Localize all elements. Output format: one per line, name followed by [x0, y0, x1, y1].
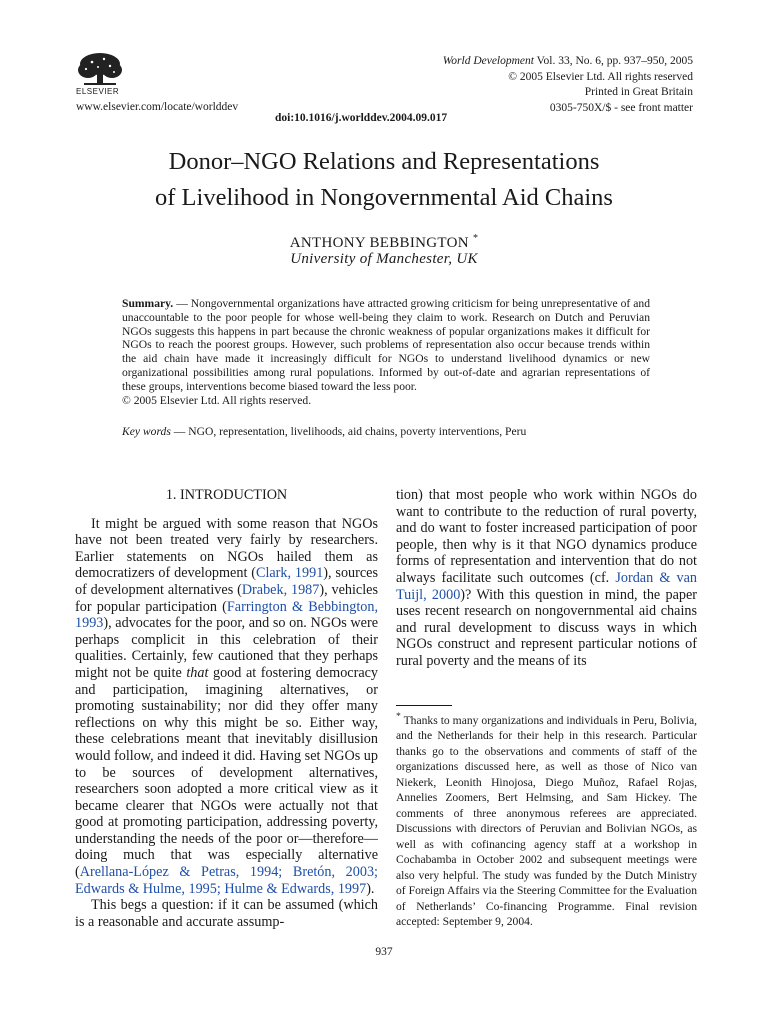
journal-volume: Vol. 33, No. 6, pp. 937–950, 2005 [536, 55, 693, 67]
issn-line: 0305-750X/$ - see front matter [549, 101, 693, 114]
journal-citation [443, 54, 693, 70]
printed-line: Printed in Great Britain [584, 86, 693, 98]
citation-farrington[interactable]: Farrington & Bebbington, 1993 [75, 598, 378, 632]
text-run: ). [366, 880, 375, 897]
title-line-1: Donor–NGO Relations and Representations [168, 148, 600, 175]
emphasis-that: that [186, 664, 209, 681]
text-run: tion) that most people who work within NGOs do want to contribute to the reduction of rural poverty, and do want to foster increased participation of poor people, then why is it that NGO dynamics produce forms of representation and intervention that do not always facilitate such outcomes (cf. [396, 487, 697, 586]
citation-group[interactable]: Arellana-López & Petras, 1994; Bretón, 2003; Edwards & Hulme, 1995; Hulme & Edwards, 1997 [75, 864, 378, 897]
copyright-line: © 2005 Elsevier Ltd. All rights reserved [508, 70, 693, 83]
journal-website-link[interactable]: www.elsevier.com/locate/worlddev [76, 101, 239, 113]
body-column-left [75, 487, 378, 930]
footnote-mark: * [396, 711, 401, 722]
citation-drabek[interactable]: Drabek, 1987 [241, 581, 320, 598]
author-name: ANTHONY BEBBINGTON [289, 235, 469, 251]
author-line [0, 233, 768, 252]
summary-copyright: © 2005 Elsevier Ltd. All rights reserved. [122, 393, 312, 407]
text-run: ), sources of development alternatives ( [75, 565, 378, 598]
text-run: ), vehicles for popular participation ( [75, 581, 378, 615]
publisher-logo-text: ELSEVIER [76, 87, 120, 96]
abstract [122, 297, 650, 407]
doi-link[interactable]: doi:10.1016/j.worlddev.2004.09.017 [275, 112, 448, 124]
journal-name: World Development [442, 55, 534, 67]
keywords-text: — NGO, representation, livelihoods, aid chains, poverty interventions, Peru [170, 425, 527, 438]
author-footnote-mark[interactable]: * [472, 233, 479, 244]
page-number: 937 [375, 946, 393, 958]
body-column-right [396, 487, 697, 670]
text-run: ), advocates for the poor, and so on. NGOs were perhaps complicit in this celebration of their qualities. Certainly, few cautioned that they perhaps might not be quite [75, 615, 378, 681]
text-run: )? With this question in mind, the paper uses recent research on nongovernmental aid chains and rural development to discuss ways in which NGOs construct and represent particular notions of rural poverty and the means of its [396, 586, 697, 669]
body-paragraph-1 [75, 516, 378, 898]
title-line-2: of Livelihood in Nongovernmental Aid Chains [155, 184, 613, 211]
journal-info-block [443, 54, 693, 116]
footnote-text: Thanks to many organizations and individuals in Peru, Bolivia, and the Netherlands for their help in this research. Particular thanks go to the observations and comments of staff of the organizations discussed here, as well as those of Nico van Niekerk, Leonith Hinojosa, Diego Muñoz, Rafael Rojas, Annelies Zoomers, Bert Helmsing, and Sam Hickey. The comments of three anonymous referees are appreciated. Discussions with directors of Peruvian and Bolivian NGOs, as well as with cofinancing agency staff at a workshop in Cochabamba in October 2002 and subsequent meetings were also very helpful. The study was funded by the Dutch Ministry of Foreign Affairs via the Steering Committee for the Evaluation of Netherlands’ Co-financing Programme. Final revision accepted: September 9, 2004. [396, 713, 697, 929]
author-affiliation: University of Manchester, UK [290, 251, 478, 267]
text-run: It might be argued with some reason that NGOs have not been treated very fairly by researchers. Earlier statements on NGOs hailed them as democratizers of development ( [75, 515, 378, 582]
footnote [396, 709, 697, 930]
summary-label: Summary. [122, 297, 174, 310]
summary-text: — Nongovernmental organizations have attracted growing criticism for being unrepresentative of and unaccountable to the poor people for whose well-being they claim to work. Research on Dutch and Peruvian NGOs suggests this happens in part because the chronic weakness of popular organizations makes it difficult for NGOs to reach the poorest groups. However, such problems of representation also occur because trends within the aid chain have made it increasingly difficult for NGOs to understand livelihood dynamics or new organizational possibilities among rural populations. Informed by out-of-date and agrarian representations of these groups, interventions become biased toward the less poor. [122, 297, 650, 393]
body-paragraph-2-continued [396, 487, 697, 670]
section-heading: 1. INTRODUCTION [165, 487, 288, 503]
article-title [0, 144, 768, 216]
citation-jordan[interactable]: Jordan & van Tuijl, 2000 [396, 569, 697, 603]
text-run: good at fostering democracy and participation, imagining alternatives, or promoting sustainability; nor did they offer many reflections on why this might be so. Either way, these celebrations meant that inevitably disillusion would follow, and indeed it did. Having set NGOs up to be sources of development alternatives, researchers soon adopted a more critical view as it became clearer that NGOs were actually not that good at promoting participation, addressing poverty, understanding the needs of the poor or—therefore—doing much that was especially alternative ( [75, 664, 379, 881]
keywords [122, 425, 650, 438]
footnote-rule [396, 705, 452, 706]
body-paragraph-2-start: This begs a question: if it can be assumed (which is a reasonable and accurate assump- [75, 897, 378, 930]
citation-clark[interactable]: Clark, 1991 [255, 565, 324, 582]
keywords-label: Key words [122, 425, 171, 438]
